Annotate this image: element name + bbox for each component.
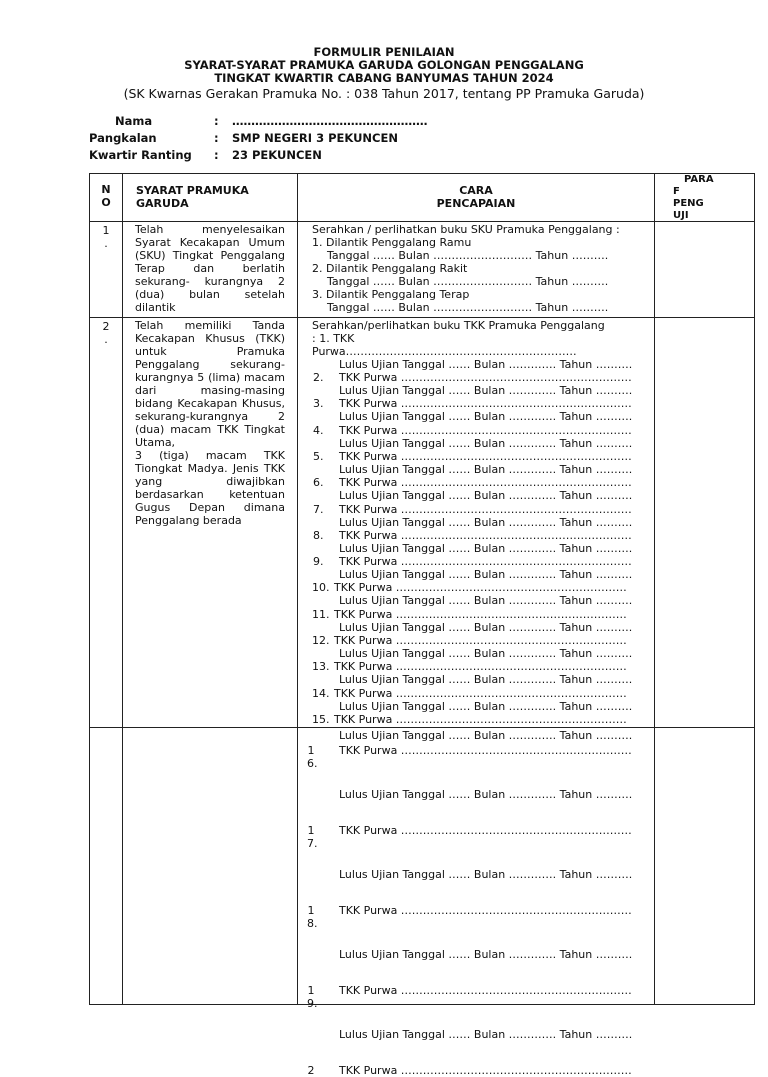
- row3-lulus-field[interactable]: Lulus Ujian Tanggal …… Bulan …………. Tahun ……….: [339, 868, 633, 881]
- tkk-number: 13.: [312, 660, 330, 674]
- row2-tkk-field[interactable]: TKK Purwa ………………………………………………………: [334, 634, 627, 647]
- tkk-number: 11.: [312, 607, 330, 621]
- tkk-number: 15.: [312, 712, 330, 726]
- tkk-number: 12.: [312, 634, 330, 647]
- row2-lulus-field[interactable]: Lulus Ujian Tanggal …… Bulan …………. Tahun ……….: [339, 462, 633, 476]
- row3-tkk-field[interactable]: TKK Purwa ………………………………………………………: [339, 744, 632, 757]
- row2-tkk-field[interactable]: TKK Purwa ………………………………………………………: [339, 371, 632, 384]
- row3-tkk-field[interactable]: TKK Purwa ………………………………………………………: [339, 984, 632, 997]
- col-divider: [297, 174, 298, 1004]
- tkk-number: 3.: [313, 397, 324, 411]
- row3-tkk-field[interactable]: TKK Purwa ………………………………………………………: [339, 824, 632, 837]
- row2-tkk-field[interactable]: TKK Purwa ………………………………………………………: [339, 397, 632, 411]
- form-title: FORMULIR PENILAIAN: [313, 45, 455, 59]
- row2-lulus-field[interactable]: Lulus Ujian Tanggal …… Bulan …………. Tahun ……….: [339, 673, 633, 687]
- row2-tkk-field[interactable]: TKK Purwa ………………………………………………………: [339, 476, 632, 490]
- col-divider: [122, 174, 123, 1004]
- row2-tkk-field[interactable]: TKK Purwa ………………………………………………………: [334, 686, 627, 700]
- tkk-number: 2: [307, 1064, 315, 1077]
- row2-tkk-field[interactable]: TKK Purwa ………………………………………………………: [339, 528, 632, 542]
- tkk-number: 16.: [307, 744, 318, 770]
- row2-lulus-field[interactable]: Lulus Ujian Tanggal …… Bulan …………. Tahun ……….: [339, 594, 633, 608]
- row2-lulus-field[interactable]: Lulus Ujian Tanggal …… Bulan …………. Tahun ……….: [339, 436, 633, 450]
- assessment-table: [89, 173, 755, 1077]
- row2-intro: Serahkan/perlihatkan buku TKK Pramuka Penggalang: [312, 319, 605, 332]
- row3-lulus-field[interactable]: Lulus Ujian Tanggal …… Bulan …………. Tahun ……….: [339, 948, 633, 961]
- row2-intro: : 1. TKK: [312, 332, 355, 345]
- row1-syarat: Telah menyelesaikan Syarat Kecakapan Umum (SKU) Tingkat Penggalang Terap dan berlatih sekurang- kurangnya 2 (dua) bulan setelah dilantik: [135, 223, 285, 314]
- row2-lulus-field[interactable]: Lulus Ujian Tanggal …… Bulan …………. Tahun ……….: [339, 647, 633, 660]
- tkk-number: 7.: [313, 502, 324, 516]
- col-divider: [654, 174, 655, 1004]
- pangkalan-label: Pangkalan: [89, 131, 157, 145]
- tkk-number: 4.: [313, 423, 324, 437]
- row2-tkk-field[interactable]: TKK Purwa ………………………………………………………: [334, 712, 627, 726]
- row1-date-field[interactable]: Tanggal …… Bulan ……………………… Tahun ……….: [327, 275, 609, 288]
- tkk-number: 6.: [313, 476, 324, 490]
- row1-item: 1. Dilantik Penggalang Ramu: [312, 236, 472, 249]
- tkk-number: 9.: [313, 555, 324, 569]
- row2-tkk-field[interactable]: TKK Purwa ………………………………………………………: [334, 660, 627, 674]
- row1-no: 1 .: [102, 224, 110, 250]
- row1-date-field[interactable]: Tanggal …… Bulan ……………………… Tahun ……….: [327, 249, 609, 262]
- row2-tkk-field[interactable]: TKK Purwa ………………………………………………………: [339, 502, 632, 516]
- header-cara: CARA PENCAPAIAN: [436, 184, 516, 210]
- row3-lulus-field[interactable]: Lulus Ujian Tanggal …… Bulan …………. Tahun ……….: [339, 729, 633, 742]
- row2-lulus-field[interactable]: Lulus Ujian Tanggal …… Bulan …………. Tahun ……….: [339, 384, 633, 397]
- kwartir-value: 23 PEKUNCEN: [232, 148, 322, 162]
- nama-colon: :: [214, 114, 219, 128]
- form-subtitle: SYARAT-SYARAT PRAMUKA GARUDA GOLONGAN PENGGALANG: [184, 58, 584, 72]
- header-syarat: SYARAT PRAMUKA GARUDA: [136, 184, 249, 210]
- row3-tkk-field[interactable]: TKK Purwa ………………………………………………………: [339, 1064, 632, 1077]
- tkk-number: 19.: [307, 984, 318, 1010]
- form-subtitle-2: TINGKAT KWARTIR CABANG BANYUMAS TAHUN 2024: [214, 71, 554, 85]
- nama-label: Nama: [115, 114, 153, 128]
- row2-syarat: Telah memiliki Tanda Kecakapan Khusus (TKK) untuk Pramuka Penggalang sekurang-kurangnya 5 (lima) macam dari masing-masing bidang Kecakapan Khusus, sekurang-kurangnya 2 (dua) macam TKK Tingkat Utama, 3 (tiga) macam TKK Tiongkat Madya. Jenis TKK yang diwajibkan berdasarkan ketentuan Gugus Depan dimana Penggalang berada: [135, 319, 285, 527]
- row1-intro: Serahkan / perlihatkan buku SKU Pramuka Penggalang :: [312, 223, 620, 236]
- pangkalan-colon: :: [214, 131, 219, 145]
- row-divider: [90, 727, 754, 728]
- kwartir-label: Kwartir Ranting: [89, 148, 192, 162]
- row1-item: 2. Dilantik Penggalang Rakit: [312, 262, 468, 275]
- row2-lulus-field[interactable]: Lulus Ujian Tanggal …… Bulan …………. Tahun ……….: [339, 568, 633, 582]
- tkk-number: 10.: [312, 581, 330, 595]
- row2-tkk-field[interactable]: TKK Purwa ………………………………………………………: [334, 581, 627, 595]
- row2-tkk-field[interactable]: TKK Purwa ………………………………………………………: [339, 449, 632, 463]
- row2-lulus-field[interactable]: Lulus Ujian Tanggal …… Bulan …………. Tahun ……….: [339, 489, 633, 503]
- tkk-number: 17.: [307, 824, 318, 850]
- row2-tkk-field[interactable]: Purwa………………………………………………………: [312, 345, 577, 358]
- row2-tkk-field[interactable]: TKK Purwa ………………………………………………………: [339, 423, 632, 437]
- header-paraf: PARA F PENG UJI: [673, 174, 714, 221]
- header-no: N O: [101, 183, 111, 209]
- tkk-number: 8.: [313, 528, 324, 542]
- nama-field[interactable]: ……………………………………………: [232, 114, 428, 128]
- row-divider: [90, 221, 754, 222]
- row2-tkk-field[interactable]: TKK Purwa ………………………………………………………: [339, 555, 632, 569]
- row2-no: 2 .: [102, 320, 110, 346]
- row-divider: [90, 317, 754, 318]
- tkk-number: 2.: [313, 371, 324, 384]
- tkk-number: 14.: [312, 686, 330, 700]
- row2-tkk-field[interactable]: TKK Purwa ………………………………………………………: [334, 607, 627, 621]
- row3-lulus-field[interactable]: Lulus Ujian Tanggal …… Bulan …………. Tahun ……….: [339, 1028, 633, 1041]
- row1-date-field[interactable]: Tanggal …… Bulan ……………………… Tahun ……….: [327, 301, 609, 314]
- row3-lulus-field[interactable]: Lulus Ujian Tanggal …… Bulan …………. Tahun ……….: [339, 788, 633, 801]
- row2-lulus-field[interactable]: Lulus Ujian Tanggal …… Bulan …………. Tahun ……….: [339, 620, 633, 634]
- pangkalan-value: SMP NEGERI 3 PEKUNCEN: [232, 131, 398, 145]
- row1-item: 3. Dilantik Penggalang Terap: [312, 288, 470, 301]
- form-reference: (SK Kwarnas Gerakan Pramuka No. : 038 Tahun 2017, tentang PP Pramuka Garuda): [123, 86, 645, 101]
- tkk-number: 18.: [307, 904, 318, 930]
- tkk-number: 5.: [313, 449, 324, 463]
- row2-lulus-field[interactable]: Lulus Ujian Tanggal …… Bulan …………. Tahun ……….: [339, 358, 633, 371]
- row3-tkk-field[interactable]: TKK Purwa ………………………………………………………: [339, 904, 632, 917]
- row2-lulus-field[interactable]: Lulus Ujian Tanggal …… Bulan …………. Tahun ……….: [339, 541, 633, 555]
- kwartir-colon: :: [214, 148, 219, 162]
- row2-lulus-field[interactable]: Lulus Ujian Tanggal …… Bulan …………. Tahun ……….: [339, 410, 633, 424]
- row2-lulus-field[interactable]: Lulus Ujian Tanggal …… Bulan …………. Tahun ……….: [339, 515, 633, 529]
- row2-lulus-field[interactable]: Lulus Ujian Tanggal …… Bulan …………. Tahun ……….: [339, 699, 633, 713]
